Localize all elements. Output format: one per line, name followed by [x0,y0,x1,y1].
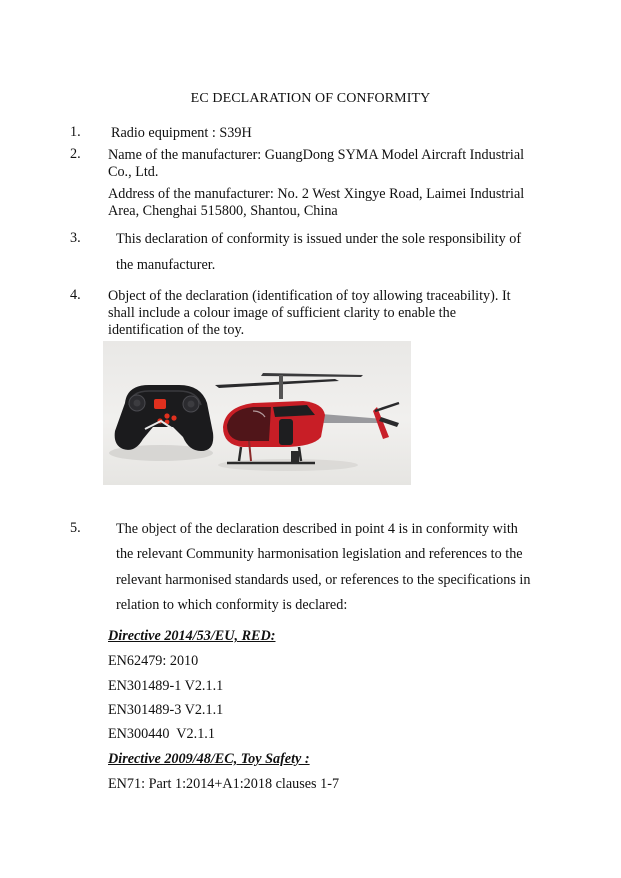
item-2-number: 2. [70,146,81,162]
item-5-line-4: relation to which conformity is declared: [116,597,348,613]
standard-item: EN301489-3 V2.1.1 [108,702,224,718]
item-3-line-1: This declaration of conformity is issued under the sole responsibility of [116,231,522,247]
item-3-line-2: the manufacturer. [116,257,216,273]
item-3-number: 3. [70,230,81,246]
item-4-line-1: Object of the declaration (identification of toy allowing traceability). It [108,288,511,304]
directive-red-heading: Directive 2014/53/EU, RED: [108,628,276,644]
directive-toy-safety-heading: Directive 2009/48/EC, Toy Safety : [108,751,310,767]
item-2-line-3: Address of the manufacturer: No. 2 West Xingye Road, Laimei Industrial [108,186,525,202]
item-2-line-2: Co., Ltd. [108,164,159,180]
item-5-line-2: the relevant Community harmonisation legislation and references to the [116,546,523,562]
item-4-number: 4. [70,287,81,303]
item-2-line-4: Area, Chenghai 515800, Shantou, China [108,203,338,219]
helicopter [215,373,399,463]
remote-controller [115,385,214,451]
item-1-text: Radio equipment : S39H [111,125,252,141]
item-4-line-3: identification of the toy. [108,322,245,338]
standard-item: EN300440 V2.1.1 [108,726,215,742]
standard-item: EN62479: 2010 [108,653,199,669]
toy-product-photo [103,341,411,485]
item-4-line-2: shall include a colour image of sufficient clarity to enable the [108,305,456,321]
item-5-line-3: relevant harmonised standards used, or references to the specifications in [116,572,531,588]
item-5-number: 5. [70,520,81,536]
standard-item: EN301489-1 V2.1.1 [108,678,224,694]
item-2-line-1: Name of the manufacturer: GuangDong SYMA Model Aircraft Industrial [108,147,525,163]
helicopter-and-remote-image [103,341,411,485]
document-title: EC DECLARATION OF CONFORMITY [190,91,431,106]
item-5-line-1: The object of the declaration described in point 4 is in conformity with [116,521,518,537]
standard-item: EN71: Part 1:2014+A1:2018 clauses 1-7 [108,776,340,792]
item-1-number: 1. [70,124,81,140]
